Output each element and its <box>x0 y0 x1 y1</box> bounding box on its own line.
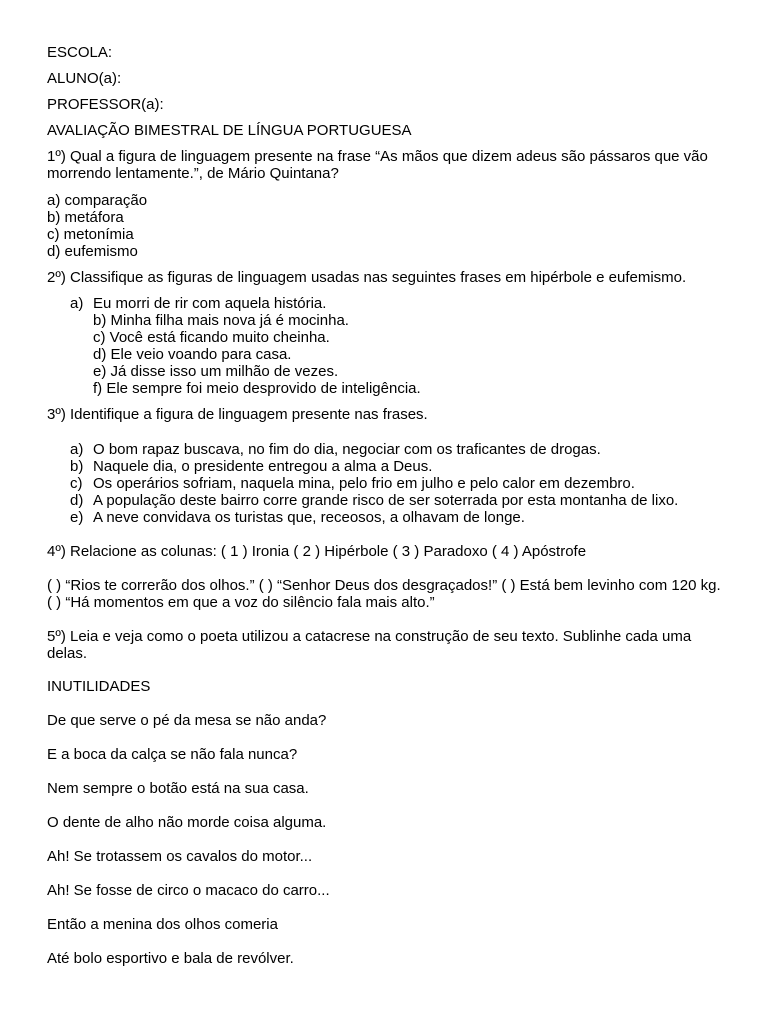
question-1: 1º) Qual a figura de linguagem presente na frase “As mãos que dizem adeus são pássaros que vão morrendo lentamente.”, de Mário Quintana? <box>47 148 708 182</box>
question-2-list <box>47 295 727 397</box>
student-label: ALUNO(a): <box>47 70 122 87</box>
list-item-text: Naquele dia, o presidente entregou a alma a Deus. <box>93 458 433 475</box>
list-marker: a) <box>70 441 84 458</box>
school-label: ESCOLA: <box>47 44 113 61</box>
list-item <box>47 509 727 526</box>
list-item-text: Os operários sofriam, naquela mina, pelo frio em julho e pelo calor em dezembro. <box>93 475 635 492</box>
question-5: 5º) Leia e veja como o poeta utilizou a catacrese na construção de seu texto. Sublinhe cada uma delas. <box>47 628 692 662</box>
question-2: 2º) Classifique as figuras de linguagem usadas nas seguintes frases em hipérbole e eufemismo. <box>47 269 687 286</box>
list-item: c) Você está ficando muito cheinha. <box>93 329 330 346</box>
option-b: b) metáfora <box>47 209 124 226</box>
exam-title: AVALIAÇÃO BIMESTRAL DE LÍNGUA PORTUGUESA <box>47 122 412 139</box>
list-item <box>47 458 727 475</box>
question-4: 4º) Relacione as colunas: ( 1 ) Ironia ( 2 ) Hipérbole ( 3 ) Paradoxo ( 4 ) Apóstrofe <box>47 543 587 560</box>
list-item: e) Já disse isso um milhão de vezes. <box>93 363 339 380</box>
poem-line: Então a menina dos olhos comeria <box>47 916 278 933</box>
list-marker: e) <box>70 509 84 526</box>
question-4-items: ( ) “Rios te correrão dos olhos.” ( ) “Senhor Deus dos desgraçados!” ( ) Está bem levinho com 120 kg. ( ) “Há momentos em que a voz do silêncio fala mais alto.” <box>47 577 721 611</box>
list-marker: b) <box>70 458 84 475</box>
list-item <box>47 475 727 492</box>
poem-line: O dente de alho não morde coisa alguma. <box>47 814 327 831</box>
poem-line: De que serve o pé da mesa se não anda? <box>47 712 327 729</box>
list-item-text: A neve convidava os turistas que, receosos, a olhavam de longe. <box>93 509 525 526</box>
exam-page <box>47 44 727 967</box>
list-item <box>47 295 727 312</box>
list-marker: d) <box>70 492 84 509</box>
poem <box>47 678 727 967</box>
list-item: d) Ele veio voando para casa. <box>93 346 292 363</box>
poem-line: Ah! Se fosse de circo o macaco do carro... <box>47 882 330 899</box>
option-a: a) comparação <box>47 192 148 209</box>
option-d: d) eufemismo <box>47 243 138 260</box>
poem-title: INUTILIDADES <box>47 678 151 695</box>
list-item <box>47 492 727 509</box>
list-marker: a) <box>70 295 84 312</box>
list-item <box>47 441 727 458</box>
poem-line: E a boca da calça se não fala nunca? <box>47 746 298 763</box>
poem-line: Nem sempre o botão está na sua casa. <box>47 780 309 797</box>
list-item-text: A população deste bairro corre grande risco de ser soterrada por esta montanha de lixo. <box>93 492 679 509</box>
list-item-text: O bom rapaz buscava, no fim do dia, negociar com os traficantes de drogas. <box>93 441 601 458</box>
question-3-list <box>47 441 727 526</box>
option-c: c) metonímia <box>47 226 134 243</box>
poem-line: Até bolo esportivo e bala de revólver. <box>47 950 294 967</box>
list-item: b) Minha filha mais nova já é mocinha. <box>93 312 349 329</box>
question-3: 3º) Identifique a figura de linguagem presente nas frases. <box>47 406 428 423</box>
list-marker: c) <box>70 475 83 492</box>
list-item: f) Ele sempre foi meio desprovido de inteligência. <box>93 380 421 397</box>
poem-line: Ah! Se trotassem os cavalos do motor... <box>47 848 313 865</box>
teacher-label: PROFESSOR(a): <box>47 96 164 113</box>
list-item-text: Eu morri de rir com aquela história. <box>93 295 327 312</box>
question-1-options <box>47 192 727 260</box>
